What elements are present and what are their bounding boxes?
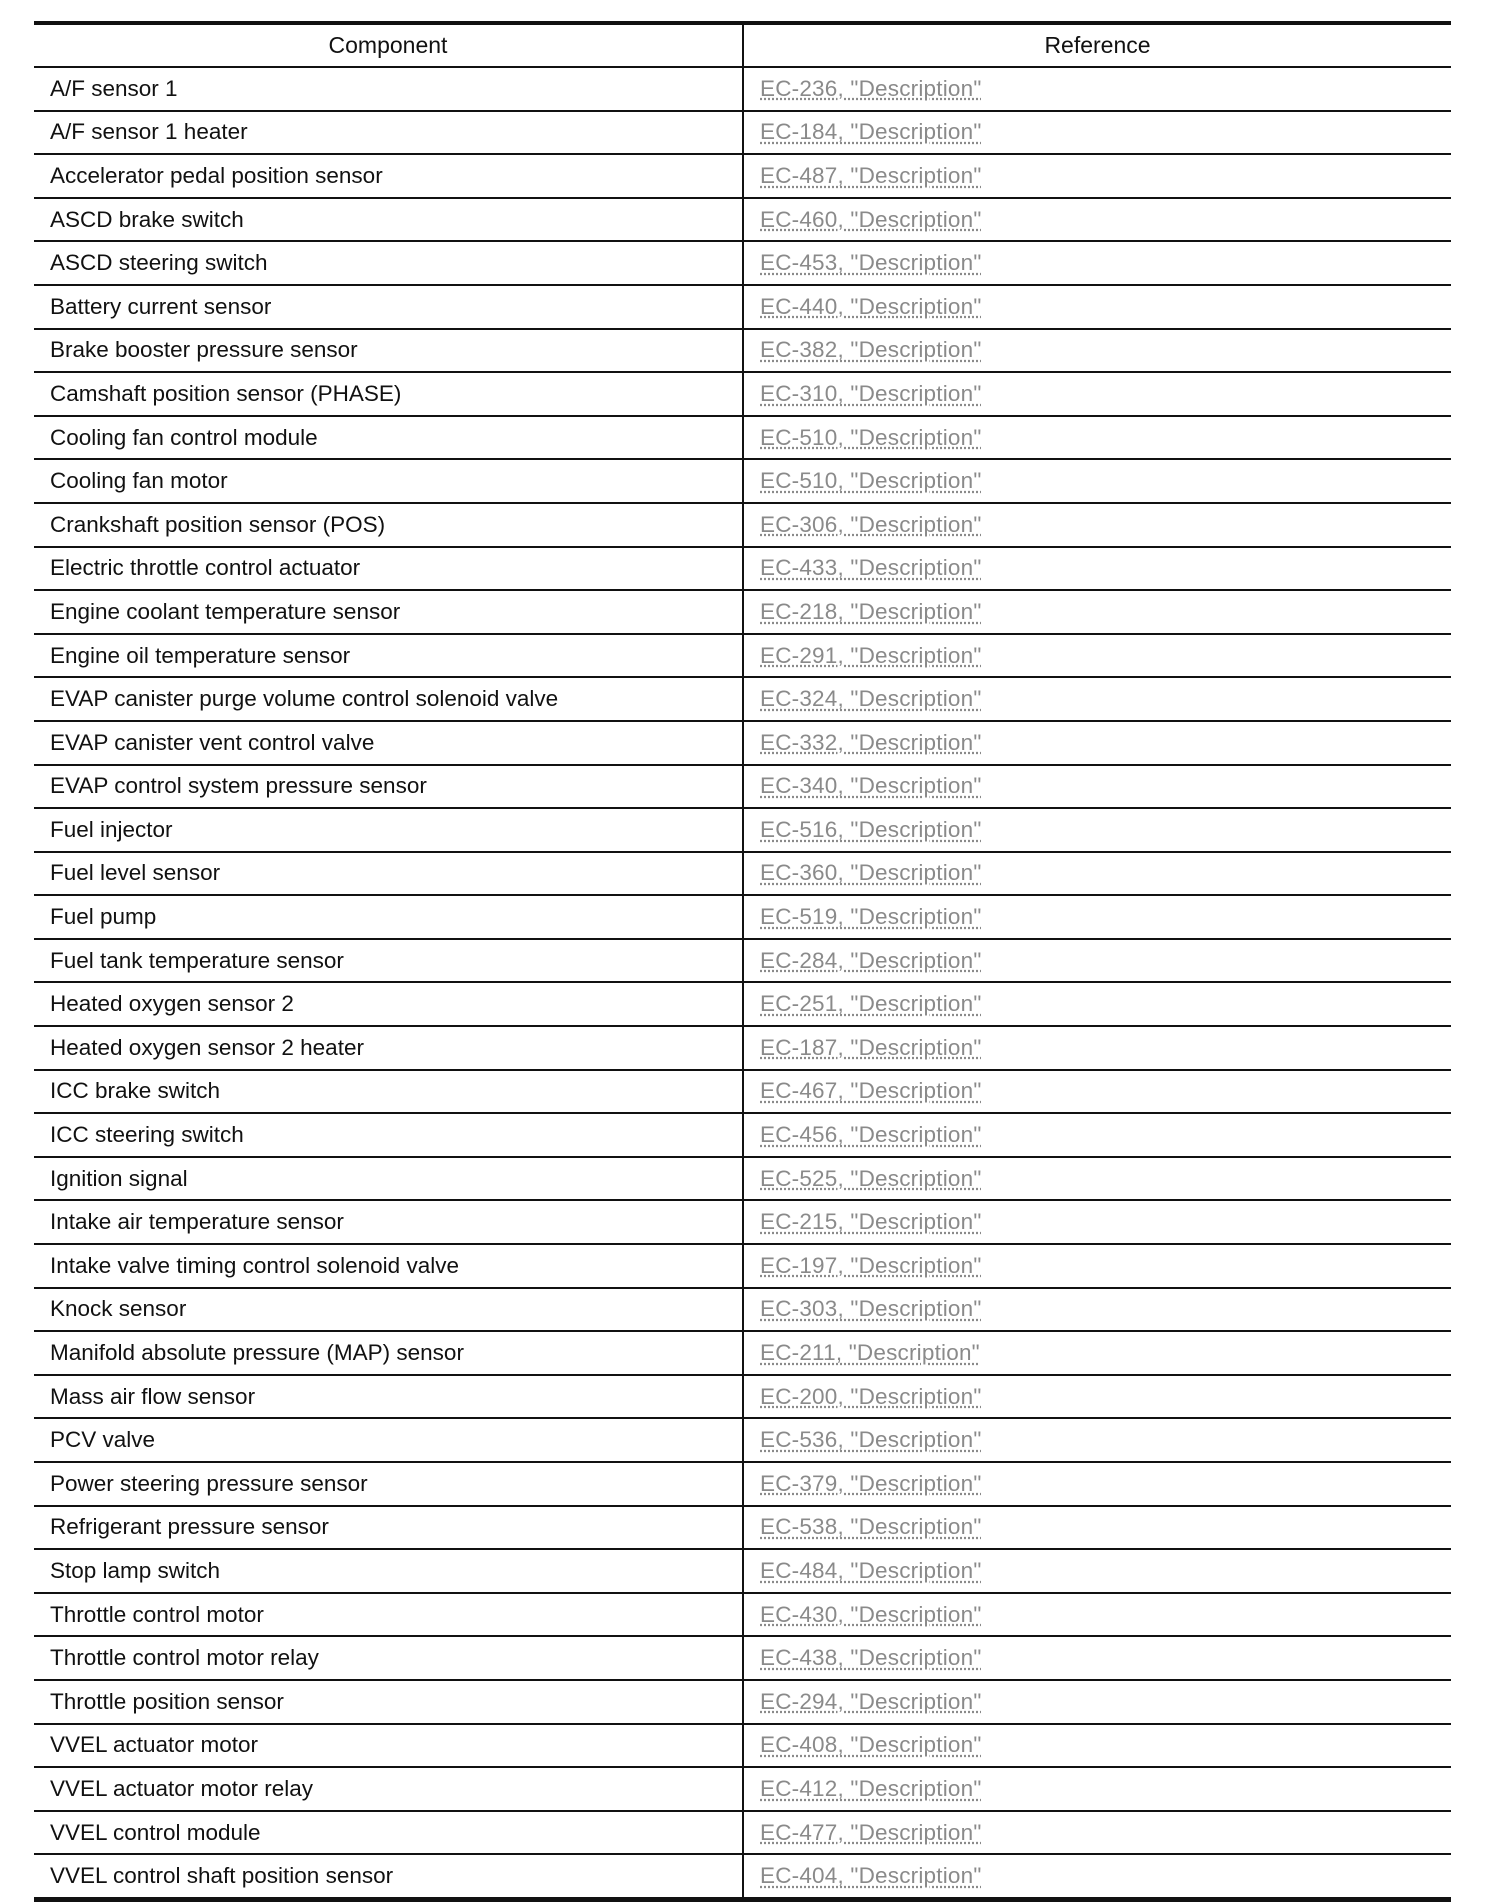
reference-cell [743, 1375, 1451, 1419]
reference-link[interactable]: EC-200, "Description" [760, 1383, 982, 1409]
table-row [34, 1070, 1451, 1114]
reference-link[interactable]: EC-460, "Description" [760, 206, 982, 232]
table-row [34, 1462, 1451, 1506]
table-row [34, 1854, 1451, 1899]
reference-link[interactable]: EC-284, "Description" [760, 947, 982, 973]
table-row [34, 1549, 1451, 1593]
table-row [34, 721, 1451, 765]
component-cell: Ignition signal [34, 1157, 743, 1201]
table-row [34, 1200, 1451, 1244]
component-cell: Engine oil temperature sensor [34, 634, 743, 678]
table-row [34, 67, 1451, 111]
reference-cell [743, 590, 1451, 634]
component-cell: Stop lamp switch [34, 1549, 743, 1593]
reference-cell [743, 111, 1451, 155]
component-cell: Brake booster pressure sensor [34, 329, 743, 373]
component-cell: Throttle control motor relay [34, 1636, 743, 1680]
component-cell: Cooling fan motor [34, 459, 743, 503]
table-row [34, 1288, 1451, 1332]
table-header [34, 23, 1451, 67]
table-row [34, 503, 1451, 547]
reference-link[interactable]: EC-303, "Description" [760, 1296, 982, 1322]
reference-link[interactable]: EC-310, "Description" [760, 380, 982, 406]
reference-cell [743, 765, 1451, 809]
component-column-header: Component [34, 23, 743, 67]
component-cell: ICC steering switch [34, 1113, 743, 1157]
reference-link[interactable]: EC-236, "Description" [760, 75, 982, 101]
reference-cell [743, 1026, 1451, 1070]
component-cell: Mass air flow sensor [34, 1375, 743, 1419]
component-cell: Manifold absolute pressure (MAP) sensor [34, 1331, 743, 1375]
table-row [34, 1593, 1451, 1637]
reference-cell [743, 721, 1451, 765]
reference-cell [743, 1331, 1451, 1375]
reference-cell [743, 198, 1451, 242]
reference-cell [743, 1506, 1451, 1550]
reference-link[interactable]: EC-382, "Description" [760, 337, 982, 363]
reference-cell [743, 503, 1451, 547]
table-row [34, 852, 1451, 896]
reference-cell [743, 1811, 1451, 1855]
table-row [34, 1157, 1451, 1201]
table-row [34, 111, 1451, 155]
reference-link[interactable]: EC-456, "Description" [760, 1122, 982, 1148]
table-row [34, 1506, 1451, 1550]
reference-link[interactable]: EC-332, "Description" [760, 729, 982, 755]
reference-link[interactable]: EC-291, "Description" [760, 642, 982, 668]
reference-link[interactable]: EC-379, "Description" [760, 1470, 982, 1496]
component-cell: A/F sensor 1 [34, 67, 743, 111]
reference-link[interactable]: EC-404, "Description" [760, 1863, 982, 1889]
table-row [34, 241, 1451, 285]
table-row [34, 329, 1451, 373]
component-cell: Intake air temperature sensor [34, 1200, 743, 1244]
reference-cell [743, 939, 1451, 983]
table-row [34, 895, 1451, 939]
reference-cell [743, 1244, 1451, 1288]
reference-link[interactable]: EC-324, "Description" [760, 686, 982, 712]
reference-link[interactable]: EC-433, "Description" [760, 555, 982, 581]
component-cell: Throttle control motor [34, 1593, 743, 1637]
component-cell: EVAP control system pressure sensor [34, 765, 743, 809]
component-cell: Fuel tank temperature sensor [34, 939, 743, 983]
component-cell: Engine coolant temperature sensor [34, 590, 743, 634]
component-cell: Heated oxygen sensor 2 [34, 982, 743, 1026]
component-cell: EVAP canister purge volume control solenoid valve [34, 677, 743, 721]
reference-cell [743, 1418, 1451, 1462]
reference-cell [743, 1767, 1451, 1811]
reference-link[interactable]: EC-251, "Description" [760, 991, 982, 1017]
component-reference-table-container [34, 21, 1451, 1902]
component-cell: ASCD brake switch [34, 198, 743, 242]
table-row [34, 634, 1451, 678]
component-cell: Fuel level sensor [34, 852, 743, 896]
reference-link[interactable]: EC-484, "Description" [760, 1557, 982, 1583]
reference-cell [743, 634, 1451, 678]
reference-cell [743, 895, 1451, 939]
component-cell: A/F sensor 1 heater [34, 111, 743, 155]
reference-cell [743, 1070, 1451, 1114]
component-cell: VVEL actuator motor relay [34, 1767, 743, 1811]
reference-cell [743, 982, 1451, 1026]
component-cell: Electric throttle control actuator [34, 547, 743, 591]
reference-link[interactable]: EC-453, "Description" [760, 250, 982, 276]
table-row [34, 1113, 1451, 1157]
reference-cell [743, 1200, 1451, 1244]
reference-column-header: Reference [743, 23, 1451, 67]
component-cell: ICC brake switch [34, 1070, 743, 1114]
reference-link[interactable]: EC-306, "Description" [760, 511, 982, 537]
component-cell: Power steering pressure sensor [34, 1462, 743, 1506]
table-row [34, 459, 1451, 503]
reference-link[interactable]: EC-408, "Description" [760, 1732, 982, 1758]
table-row [34, 765, 1451, 809]
component-cell: Accelerator pedal position sensor [34, 154, 743, 198]
reference-link[interactable]: EC-510, "Description" [760, 424, 982, 450]
reference-cell [743, 416, 1451, 460]
component-cell: Heated oxygen sensor 2 heater [34, 1026, 743, 1070]
reference-cell [743, 329, 1451, 373]
component-cell: VVEL control shaft position sensor [34, 1854, 743, 1899]
component-cell: Battery current sensor [34, 285, 743, 329]
reference-link[interactable]: EC-294, "Description" [760, 1688, 982, 1714]
reference-cell [743, 1724, 1451, 1768]
table-row [34, 590, 1451, 634]
component-reference-table [34, 21, 1451, 1902]
table-row [34, 1418, 1451, 1462]
reference-cell [743, 1549, 1451, 1593]
table-row [34, 1026, 1451, 1070]
table-row [34, 1331, 1451, 1375]
reference-link[interactable]: EC-487, "Description" [760, 162, 982, 188]
table-row [34, 1375, 1451, 1419]
component-cell: Cooling fan control module [34, 416, 743, 460]
reference-link[interactable]: EC-360, "Description" [760, 860, 982, 886]
reference-cell [743, 1593, 1451, 1637]
reference-link[interactable]: EC-412, "Description" [760, 1775, 982, 1801]
component-cell: Refrigerant pressure sensor [34, 1506, 743, 1550]
header-row [34, 23, 1451, 67]
component-cell: Throttle position sensor [34, 1680, 743, 1724]
component-cell: VVEL control module [34, 1811, 743, 1855]
reference-link[interactable]: EC-197, "Description" [760, 1252, 982, 1278]
component-cell: Crankshaft position sensor (POS) [34, 503, 743, 547]
table-row [34, 939, 1451, 983]
component-cell: Knock sensor [34, 1288, 743, 1332]
component-cell: Fuel injector [34, 808, 743, 852]
reference-link[interactable]: EC-538, "Description" [760, 1514, 982, 1540]
table-row [34, 1636, 1451, 1680]
reference-cell [743, 372, 1451, 416]
component-cell: VVEL actuator motor [34, 1724, 743, 1768]
table-row [34, 1680, 1451, 1724]
reference-cell [743, 808, 1451, 852]
table-row [34, 808, 1451, 852]
table-row [34, 982, 1451, 1026]
reference-cell [743, 1288, 1451, 1332]
table-row [34, 416, 1451, 460]
component-cell: Intake valve timing control solenoid valve [34, 1244, 743, 1288]
table-row [34, 285, 1451, 329]
reference-cell [743, 547, 1451, 591]
reference-link[interactable]: EC-519, "Description" [760, 904, 982, 930]
table-row [34, 198, 1451, 242]
reference-link[interactable]: EC-187, "Description" [760, 1034, 982, 1060]
component-cell: EVAP canister vent control valve [34, 721, 743, 765]
reference-cell [743, 241, 1451, 285]
reference-link[interactable]: EC-438, "Description" [760, 1645, 982, 1671]
reference-cell [743, 1462, 1451, 1506]
table-row [34, 1767, 1451, 1811]
reference-link[interactable]: EC-510, "Description" [760, 468, 982, 494]
reference-link[interactable]: EC-215, "Description" [760, 1209, 982, 1235]
table-row [34, 154, 1451, 198]
reference-cell [743, 459, 1451, 503]
reference-link[interactable]: EC-477, "Description" [760, 1819, 982, 1845]
table-row [34, 547, 1451, 591]
reference-link[interactable]: EC-440, "Description" [760, 293, 982, 319]
reference-cell [743, 1636, 1451, 1680]
table-row [34, 372, 1451, 416]
reference-link[interactable]: EC-184, "Description" [760, 119, 982, 145]
reference-cell [743, 852, 1451, 896]
reference-cell [743, 154, 1451, 198]
reference-cell [743, 677, 1451, 721]
reference-link[interactable]: EC-536, "Description" [760, 1427, 982, 1453]
reference-link[interactable]: EC-430, "Description" [760, 1601, 982, 1627]
reference-cell [743, 1113, 1451, 1157]
table-row [34, 1244, 1451, 1288]
component-cell: Camshaft position sensor (PHASE) [34, 372, 743, 416]
table-body [34, 67, 1451, 1899]
table-row [34, 677, 1451, 721]
reference-cell [743, 1157, 1451, 1201]
reference-link[interactable]: EC-467, "Description" [760, 1078, 982, 1104]
reference-link[interactable]: EC-211, "Description" [760, 1340, 980, 1366]
reference-link[interactable]: EC-218, "Description" [760, 598, 982, 624]
component-cell: Fuel pump [34, 895, 743, 939]
table-row [34, 1724, 1451, 1768]
component-cell: PCV valve [34, 1418, 743, 1462]
reference-cell [743, 67, 1451, 111]
reference-cell [743, 1680, 1451, 1724]
reference-cell [743, 1854, 1451, 1899]
reference-link[interactable]: EC-340, "Description" [760, 773, 982, 799]
reference-link[interactable]: EC-516, "Description" [760, 816, 982, 842]
component-cell: ASCD steering switch [34, 241, 743, 285]
reference-cell [743, 285, 1451, 329]
table-row [34, 1811, 1451, 1855]
reference-link[interactable]: EC-525, "Description" [760, 1165, 982, 1191]
